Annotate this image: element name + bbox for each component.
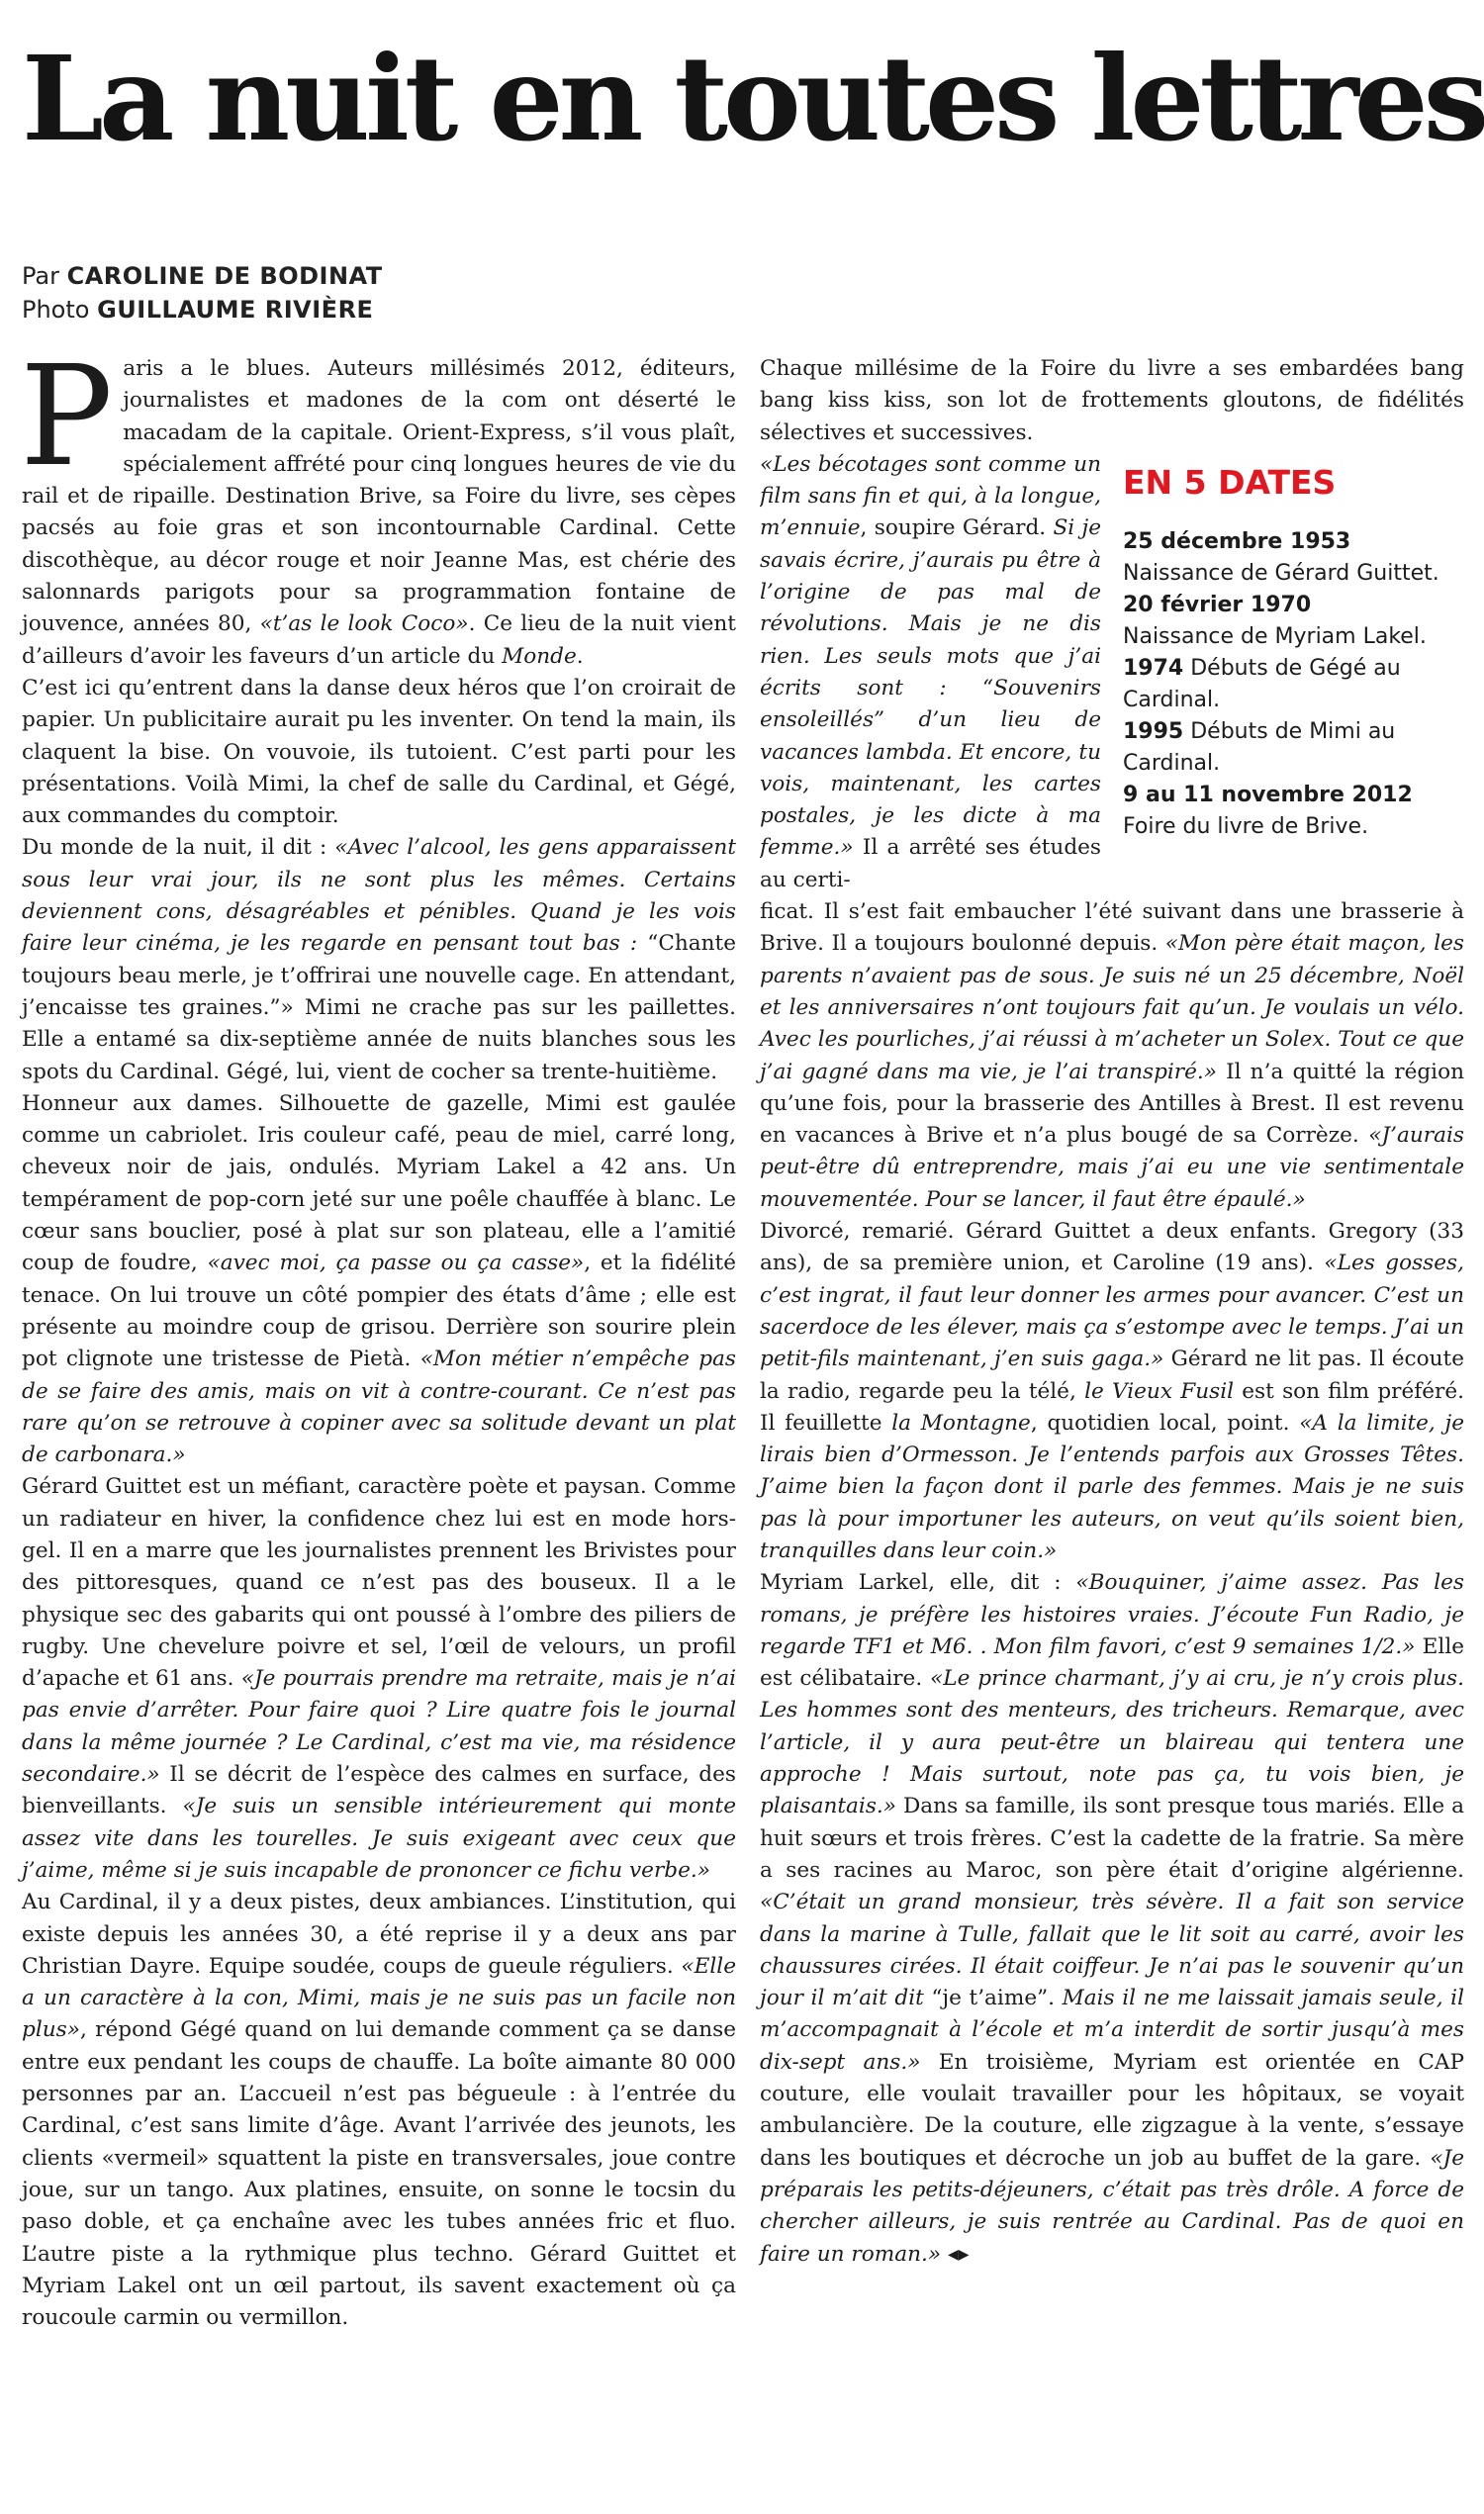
text-run: Divorcé, remarié. Gérard Guittet a deux enfants. Gregory (33 ans), de sa première union, et Caroline (19 ans). [760,1219,1464,1276]
byline [22,259,383,326]
quote-with-sidebar [760,449,1464,896]
italic-quote-run: Mais il ne me laissait jamais seule, il m’accompagnait à l’école et m’a interdit de sortir jusqu’à mes dix-sept ans.» [760,1986,1464,2075]
text-run: Il a arrêté ses études au certi- [760,835,1101,892]
article-paragraph [760,1216,1464,1567]
italic-quote-run: Monde [502,643,577,669]
text-run: . Ce lieu de la nuit vient d’ailleurs d’avoir les faveurs d’un article du [22,611,736,669]
text-run: est son film préféré. Il feuillette [760,1378,1464,1436]
text-run: , et la fidélité tenace. On lui trouve un côté pompier des états d’âme ; elle est présente au moindre coup de grisou. Derrière son sourire plein pot clignote une tristesse de Pietà. [22,1251,736,1372]
sidebar-date: 20 février 1970 [1123,592,1312,617]
text-run: , quotidien local, point. [1030,1410,1300,1436]
italic-quote-run: «t’as le look Coco» [259,611,469,637]
photo-label: Photo [22,296,90,324]
text-run: ◂▸ [941,2241,970,2267]
italic-quote-run: «Je pourrais prendre ma retraite, mais je n’ai pas envie d’arrêter. Pour faire quoi ? Lire quatre fois le journal dans la même journée ? Le Cardinal, c’est ma vie, ma résidence secondaire.» [22,1666,737,1788]
text-run: Elle est célibataire. [760,1633,1465,1692]
text-run: Au Cardinal, il y a deux pistes, deux ambiances. L’institution, qui existe depuis les années 30, a été reprise il y a deux ans par Christian Dayre. Equipe soudée, coups de gueule réguliers. [22,1890,736,1979]
sidebar-date: 1995 [1123,718,1184,744]
italic-quote-run: Si je savais écrire, j’aurais pu être à l’origine de pas mal de révolutions. Mais je ne dis rien. Les seuls mots que j’ai écrits sont : “Souvenirs ensoleillés” d’un lieu de vacances lambda. Et encore, tu vois, maintenant, les cartes postales, je les dicte à ma femme.» [760,515,1101,861]
sidebar-date: 1974 [1123,655,1184,681]
text-run: En troisième, Myriam est orientée en CAP couture, elle voulait travailler pour les hôpitaux, se voyait ambulancière. De la couture, elle zigzague à la vente, s’essaye dans les boutiques et décroche un job au buffet de la gare. [760,2049,1464,2171]
article-paragraph [760,896,1464,1216]
sidebar-text: Débuts de Gégé au Cardinal. [1123,655,1401,712]
text-run: aris a le blues. Auteurs millésimés 2012, éditeurs, journalistes et madones de la com ont déserté le macadam de la capitale. Orient-Express, s’il vous plaît, spécialement affrété pour cinq longues heures de vie du rail et de ripaille. Destination Brive, sa Foire du livre, ses cèpes pacsés au foie gras et son incontournable Cardinal. Cette discothèque, au décor rouge et noir Jeanne Mas, est chérie des salonnards parigots pour sa programmation fontaine de jouvence, années 80, [22,356,736,637]
article-left-column [20,336,737,2334]
article-paragraph [22,832,736,1087]
text-run: Myriam Larkel, elle, dit : [760,1570,1076,1596]
sidebar-date-entry [1123,780,1464,843]
italic-quote-run: la Montagne [891,1410,1031,1436]
italic-quote-run: «avec moi, ça passe ou ça casse» [207,1251,585,1276]
text-run: “Chante toujours beau merle, je t’offrirai une nouvelle cage. En attendant, j’encaisse tes graines.”» Mimi ne crache pas sur les paillettes. Elle a entamé sa dix-septième année de nuits blanches sous les spots du Cardinal. Gégé, lui, vient de cocher sa trente-huitième. [22,931,736,1084]
text-run: Honneur aux dames. Silhouette de gazelle, Mimi est gaulée comme un cabriolet. Iris couleur café, peau de miel, carré long, cheveux noir de jais, ondulés. Myriam Lakel a 42 ans. Un tempérament de pop-corn jeté sur une poêle chauffée à blanc. Le cœur sans bouclier, posé à plat sur son plateau, elle a l’amitié coup de foudre, [22,1090,736,1276]
sidebar-text: Naissance de Myriam Lakel. [1123,623,1427,649]
italic-quote-run: «Je suis un sensible intérieurement qui monte assez vite dans les tourelles. Je suis exigeant avec ceux que j’aime, même si je suis incapable de prononcer ce fichu verbe.» [22,1794,736,1883]
italic-quote-run: «J’aurais peut-être dû entreprendre, mais j’ai eu une vie sentimentale mouvementée. Pour se lancer, il faut être épaulé.» [760,1123,1464,1212]
italic-quote-run: «Avec l’alcool, les gens apparaissent sous leur vrai jour, ils ne sont plus les mêmes. Certains deviennent cons, désagréables et pénibles. Quand je les vois faire leur cinéma, je les regarde en pensant tout bas : [22,835,736,957]
italic-quote-run: «A la limite, je lirais bien d’Ormesson. Je l’entends parfois aux Grosses Têtes. J’aime bien la façon dont il parle des femmes. Mais je ne suis pas là pour importuner les auteurs, on veut qu’ils soient bien, tranquilles dans leur coin.» [760,1410,1465,1563]
sidebar-date-entry [1123,653,1464,716]
sidebar-text: Foire du livre de Brive. [1123,813,1369,839]
italic-quote-run: «C’était un grand monsieur, très sévère. Il a fait son service dans la marine à Tulle, fallait que le lit soit au carré, avoir les chaussures cirées. Il était coiffeur. Je n’ai pas le souvenir qu’un jour il m’ait dit [760,1890,1464,2011]
text-run: ficat. Il s’est fait embaucher l’été suivant dans une brasserie à Brive. Il a toujours boulonné depuis. [760,899,1464,957]
article-right-column [760,353,1464,2271]
sidebar-date: 9 au 11 novembre 2012 [1123,782,1413,807]
sidebar-date-entry [1123,716,1464,780]
text-run: . [576,643,584,669]
author-name: CAROLINE DE BODINAT [66,262,383,290]
sidebar-text: Naissance de Gérard Guittet. [1123,560,1439,586]
italic-quote-run: le Vieux Fusil [1084,1378,1235,1404]
text-run: “je t’aime”. [923,1986,1063,2011]
article-paragraph [22,1887,736,2334]
text-run: Gérard Guittet est un méfiant, caractère poète et paysan. Comme un radiateur en hiver, la confidence chez lui est en mode hors-gel. Il en a marre que les journalistes prennent les Brivistes pour des pittoresques, quand ce n’est pas des bouseux. Il a le physique sec des gabarits qui ont poussé à l’ombre des piliers de rugby. Une chevelure poivre et sel, l’œil de velours, un profil d’apache et 61 ans. [22,1474,736,1692]
italic-quote-run: «Les gosses, c’est ingrat, il faut leur donner les armes pour avancer. C’est un sacerdoce de les élever, mais ça s’estompe avec le temps. J’ai un petit-fils maintenant, j’en suis gaga.» [760,1251,1464,1372]
right-intro-paragraph: Chaque millésime de la Foire du livre a ses embardées bang bang kiss kiss, son lot de frottements gloutons, de fidélités sélectives et successives. [760,356,1464,445]
sidebar-text: Débuts de Mimi au Cardinal. [1123,718,1396,776]
italic-quote-run: «Le prince charmant, j’y ai cru, je n’y crois plus. Les hommes sont des menteurs, des tricheurs. Remarque, avec l’article, il y aura peut-être un blaireau qui tentera une approche ! Mais surtout, note pas ça, tu vois bien, je plaisantais.» [760,1666,1464,1819]
italic-quote-run: «Mon père était maçon, les parents n’avaient pas de sous. Je suis né un 25 décembre, Noël et les anniversaires n’ont toujours fait qu’un. Je voulais un vélo. Avec les pourliches, j’ai réussi à m’acheter un Solex. Tout ce que j’ai gagné dans ma vie, je l’ai transpiré.» [760,931,1464,1084]
italic-quote-run: «Elle a un caractère à la con, Mimi, mais je ne suis pas un facile non plus» [22,1953,736,2043]
gerard-quote-paragraph [760,449,1101,896]
text-run: Il n’a quitté la région qu’une fois, pour la brasserie des Antilles à Brest. Il est revenu en vacances à Brive et n’a plus bougé de sa Corrèze. [760,1059,1464,1149]
article-paragraph [22,673,736,832]
dates-sidebar [1123,463,1464,843]
author-credit [22,259,383,293]
drop-cap: P [20,336,114,498]
article-paragraph [760,1567,1464,2271]
right-column-body [760,896,1464,2271]
sidebar-date-entry [1123,590,1464,653]
text-run: Il se décrit de l’espèce des calmes en surface, des bienveillants. [22,1762,736,1819]
text-run: Gérard ne lit pas. Il écoute la radio, regarde peu la télé, [760,1347,1464,1404]
sidebar-title: EN 5 DATES [1123,462,1337,502]
text-run: Dans sa famille, ils sont presque tous mariés. Elle a huit sœurs et trois frères. C’est la cadette de la fratrie. Sa mère a ses racines au Maroc, son père était d’origine algérienne. [760,1794,1464,1883]
headline: La nuit en toutes lettres [22,30,1484,167]
article-paragraph [20,336,736,673]
photo-credit [22,293,383,326]
photo-name: GUILLAUME RIVIÈRE [97,296,374,324]
text-run: C’est ici qu’entrent dans la danse deux héros que l’on croirait de papier. Un publicitaire aurait pu les inventer. On tend la main, ils claquent la bise. On vouvoie, ils tutoient. C’est parti pour les présentations. Voilà Mimi, la chef de salle du Cardinal, et Gégé, aux commandes du comptoir. [22,675,736,829]
sidebar-entries [1123,526,1464,843]
author-label: Par [22,262,59,290]
article-paragraph [22,1088,736,1472]
text-run: , répond Gégé quand on lui demande comment ça se danse entre eux pendant les coups de chauffe. La boîte aimante 80 000 personnes par an. L’accueil n’est pas bégueule : à l’entrée du Cardinal, c’est sans limite d’âge. Avant l’arrivée des jeunots, les clients «vermeil» squattent la piste en transversales, joue contre joue, sur un tango. Aux platines, ensuite, on sonne le tocsin du paso doble, et ça enchaîne avec les tubes années fric et fluo. L’autre piste a la rythmique plus techno. Gérard Guittet et Myriam Lakel ont un œil partout, ils savent exactement où ça roucoule carmin ou vermillon. [22,2017,736,2331]
sidebar-date-entry [1123,526,1464,590]
text-run: Du monde de la nuit, il dit : [22,835,335,861]
italic-quote-run: «Je préparais les petits-déjeuners, c’était pas très drôle. A force de chercher ailleurs, je suis rentrée au Cardinal. Pas de quoi en faire un roman.» [760,2145,1464,2267]
italic-quote-run: «Bouquiner, j’aime assez. Pas les romans, je préfère les histoires vraies. J’écoute Fun Radio, je regarde TF1 et M6. . Mon film favori, c’est 9 semaines 1/2.» [760,1570,1465,1659]
article-paragraph [22,1471,736,1887]
sidebar-date: 25 décembre 1953 [1123,528,1351,554]
italic-quote-run: «Mon métier n’empêche pas de se faire des amis, mais on vit à contre-courant. Ce n’est pas rare qu’on se retrouve à copiner avec sa solitude devant un plat de carbonara.» [22,1347,737,1468]
italic-quote-run: «Les bécotages sont comme un film sans fin et qui, à la longue, m’ennuie [760,451,1101,541]
text-run: , soupire Gérard. [860,515,1054,541]
left-column-body [20,336,737,2334]
